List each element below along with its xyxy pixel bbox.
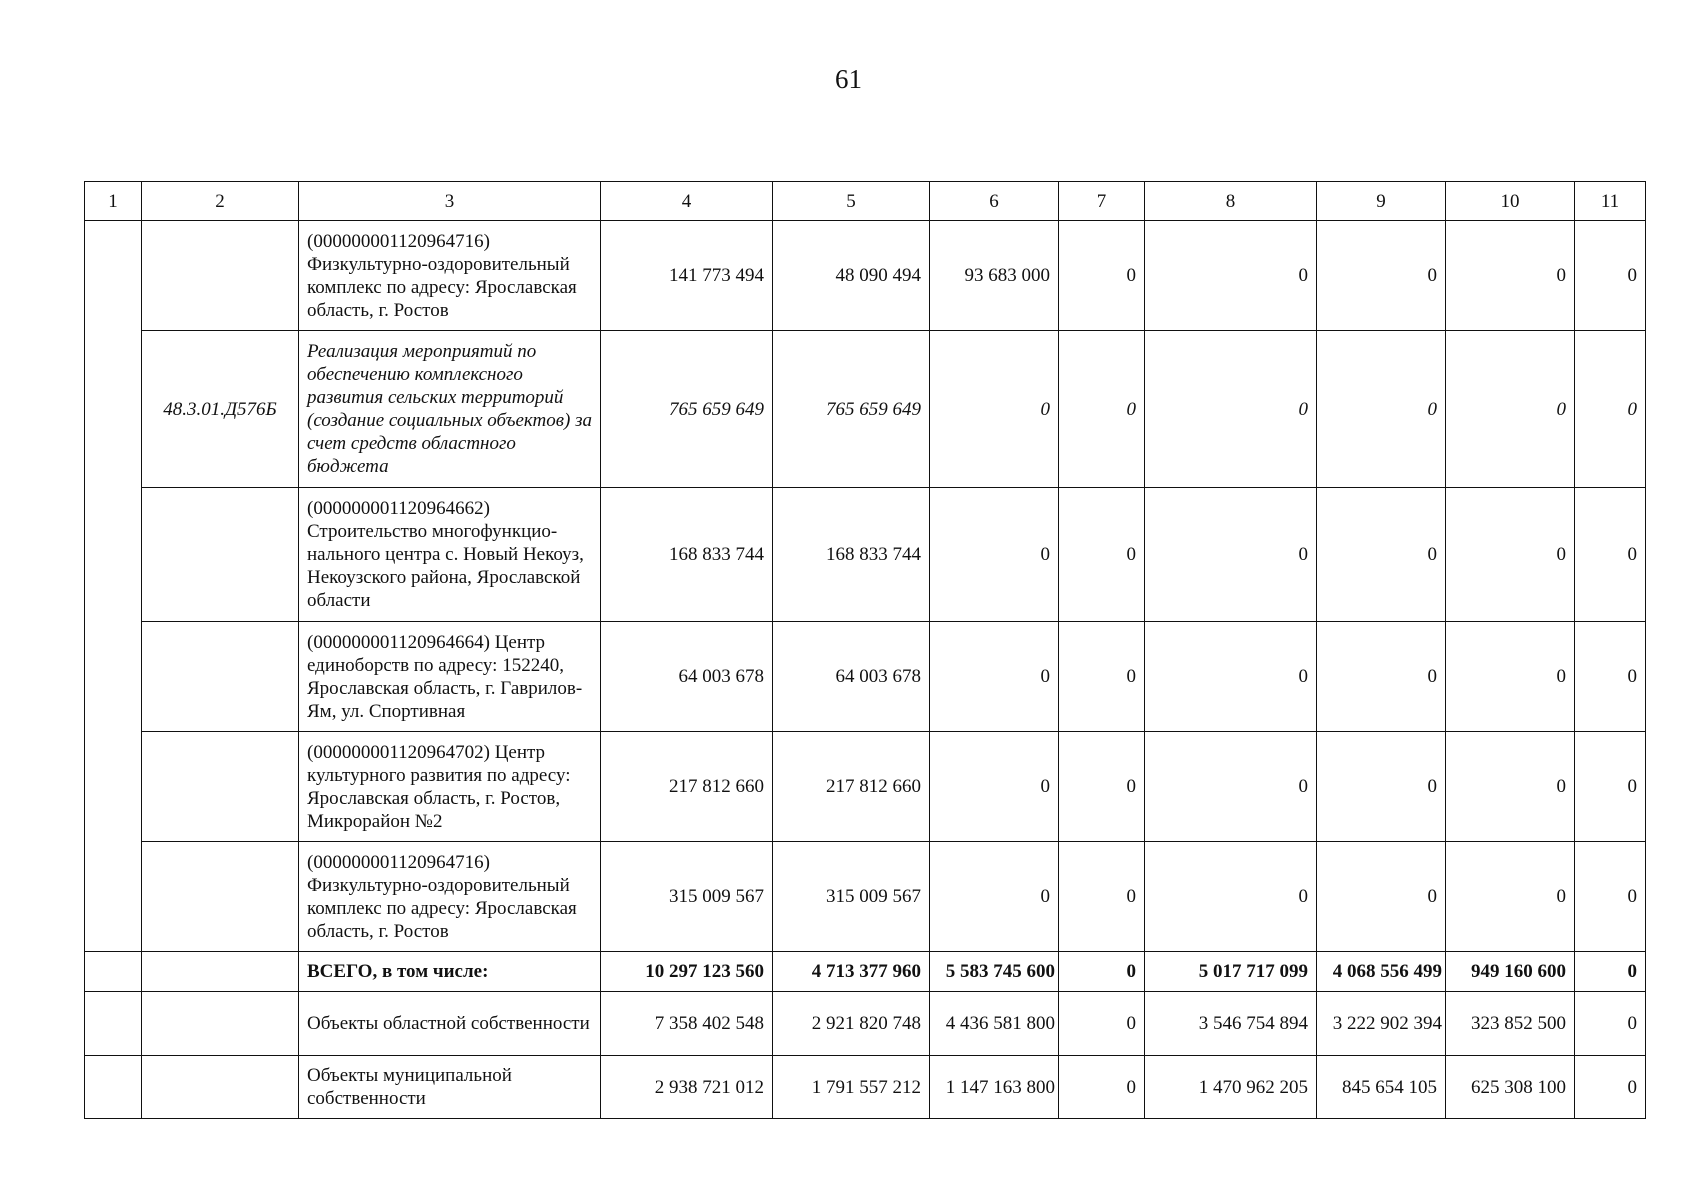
value-cell: 765 659 649: [601, 331, 773, 488]
row-code: [142, 1056, 299, 1119]
row-code: [142, 221, 299, 331]
value-cell: 0: [1446, 622, 1575, 732]
row-name: (000000001120964716) Физкультурно-оздоровительный комплекс по адресу: Ярославская область, г. Ростов: [299, 842, 601, 952]
value-cell: 217 812 660: [601, 732, 773, 842]
value-cell: 0: [930, 331, 1059, 488]
page-number: 61: [835, 64, 862, 94]
column-header: 11: [1575, 182, 1646, 221]
value-cell: 0: [1446, 221, 1575, 331]
row-code: [142, 952, 299, 992]
value-cell: 0: [1446, 732, 1575, 842]
value-cell: 1 470 962 205: [1145, 1056, 1317, 1119]
value-cell: 949 160 600: [1446, 952, 1575, 992]
value-cell: 93 683 000: [930, 221, 1059, 331]
value-cell: 0: [1145, 842, 1317, 952]
value-cell: 0: [1145, 488, 1317, 622]
row-code: [142, 488, 299, 622]
value-cell: 0: [1317, 842, 1446, 952]
value-cell: 0: [1446, 331, 1575, 488]
row-name: ВСЕГО, в том числе:: [299, 952, 601, 992]
value-cell: 168 833 744: [773, 488, 930, 622]
value-cell: 10 297 123 560: [601, 952, 773, 992]
value-cell: 3 222 902 394: [1317, 992, 1446, 1056]
value-cell: 0: [1145, 732, 1317, 842]
value-cell: 0: [1446, 488, 1575, 622]
column-header: 1: [85, 182, 142, 221]
value-cell: 0: [930, 842, 1059, 952]
table-row: [85, 1056, 1646, 1119]
value-cell: 4 436 581 800: [930, 992, 1059, 1056]
column-header: 5: [773, 182, 930, 221]
column-header: 4: [601, 182, 773, 221]
value-cell: 217 812 660: [773, 732, 930, 842]
value-cell: 0: [1575, 331, 1646, 488]
value-cell: 765 659 649: [773, 331, 930, 488]
value-cell: 845 654 105: [1317, 1056, 1446, 1119]
header-row: [85, 182, 1646, 221]
value-cell: 64 003 678: [601, 622, 773, 732]
value-cell: 1 791 557 212: [773, 1056, 930, 1119]
value-cell: 0: [1059, 952, 1145, 992]
row-code: [142, 732, 299, 842]
row-name: Реализация мероприятий по обеспечению комплексного развития сельских территорий (создание социальных объектов) за счет средств областного бюджета: [299, 331, 601, 488]
table-row: [85, 488, 1646, 622]
row-name: (000000001120964702) Центр культурного развития по адресу: Ярославская область, г. Ростов, Микрорайон №2: [299, 732, 601, 842]
value-cell: 0: [1145, 622, 1317, 732]
column-header: 8: [1145, 182, 1317, 221]
value-cell: 0: [1059, 842, 1145, 952]
value-cell: 1 147 163 800: [930, 1056, 1059, 1119]
column-header: 10: [1446, 182, 1575, 221]
empty-cell: [85, 952, 142, 992]
table-row: [85, 622, 1646, 732]
value-cell: 141 773 494: [601, 221, 773, 331]
value-cell: 0: [1059, 221, 1145, 331]
value-cell: 315 009 567: [601, 842, 773, 952]
value-cell: 0: [1317, 622, 1446, 732]
value-cell: 2 921 820 748: [773, 992, 930, 1056]
value-cell: 3 546 754 894: [1145, 992, 1317, 1056]
value-cell: 0: [1575, 952, 1646, 992]
value-cell: 323 852 500: [1446, 992, 1575, 1056]
row-name: (000000001120964716) Физкультурно-оздоровительный комплекс по адресу: Ярославская область, г. Ростов: [299, 221, 601, 331]
value-cell: 0: [1575, 488, 1646, 622]
table-row: [85, 992, 1646, 1056]
value-cell: 64 003 678: [773, 622, 930, 732]
row-name: (000000001120964662) Строительство многофункцио-нального центра с. Новый Некоуз, Некоузского района, Ярославской области: [299, 488, 601, 622]
table-row: [85, 221, 1646, 331]
value-cell: 0: [1145, 331, 1317, 488]
value-cell: 2 938 721 012: [601, 1056, 773, 1119]
row-code: [142, 992, 299, 1056]
value-cell: 48 090 494: [773, 221, 930, 331]
value-cell: 0: [930, 732, 1059, 842]
value-cell: 0: [1059, 732, 1145, 842]
total-row: [85, 952, 1646, 992]
value-cell: 0: [1575, 732, 1646, 842]
empty-cell: [85, 992, 142, 1056]
value-cell: 0: [1059, 1056, 1145, 1119]
column-header: 9: [1317, 182, 1446, 221]
column-header: 6: [930, 182, 1059, 221]
row-code: [142, 842, 299, 952]
value-cell: 0: [1059, 331, 1145, 488]
value-cell: 0: [1575, 622, 1646, 732]
value-cell: 4 068 556 499: [1317, 952, 1446, 992]
value-cell: 4 713 377 960: [773, 952, 930, 992]
column-header: 2: [142, 182, 299, 221]
row-name: Объекты областной собственности: [299, 992, 601, 1056]
value-cell: 0: [1575, 992, 1646, 1056]
value-cell: 0: [1575, 1056, 1646, 1119]
row-code: 48.3.01.Д576Б: [142, 331, 299, 488]
table-row: [85, 842, 1646, 952]
value-cell: 0: [1575, 842, 1646, 952]
row-name: Объекты муниципальной собственности: [299, 1056, 601, 1119]
row-name: (000000001120964664) Центр единоборств по адресу: 152240, Ярославская область, г. Гаврилов-Ям, ул. Спортивная: [299, 622, 601, 732]
value-cell: 0: [1575, 221, 1646, 331]
table-row: [85, 331, 1646, 488]
table-row: [85, 732, 1646, 842]
empty-cell: [85, 1056, 142, 1119]
column-header: 3: [299, 182, 601, 221]
value-cell: 0: [1059, 622, 1145, 732]
value-cell: 0: [1317, 221, 1446, 331]
value-cell: 0: [930, 622, 1059, 732]
merged-index-cell: [85, 221, 142, 952]
value-cell: 5 017 717 099: [1145, 952, 1317, 992]
value-cell: 5 583 745 600: [930, 952, 1059, 992]
value-cell: 0: [1145, 221, 1317, 331]
row-code: [142, 622, 299, 732]
value-cell: 0: [930, 488, 1059, 622]
column-header: 7: [1059, 182, 1145, 221]
value-cell: 7 358 402 548: [601, 992, 773, 1056]
value-cell: 625 308 100: [1446, 1056, 1575, 1119]
value-cell: 0: [1317, 732, 1446, 842]
value-cell: 0: [1446, 842, 1575, 952]
budget-table: [84, 181, 1646, 1119]
value-cell: 168 833 744: [601, 488, 773, 622]
value-cell: 0: [1317, 331, 1446, 488]
value-cell: 0: [1059, 488, 1145, 622]
value-cell: 0: [1059, 992, 1145, 1056]
value-cell: 315 009 567: [773, 842, 930, 952]
value-cell: 0: [1317, 488, 1446, 622]
